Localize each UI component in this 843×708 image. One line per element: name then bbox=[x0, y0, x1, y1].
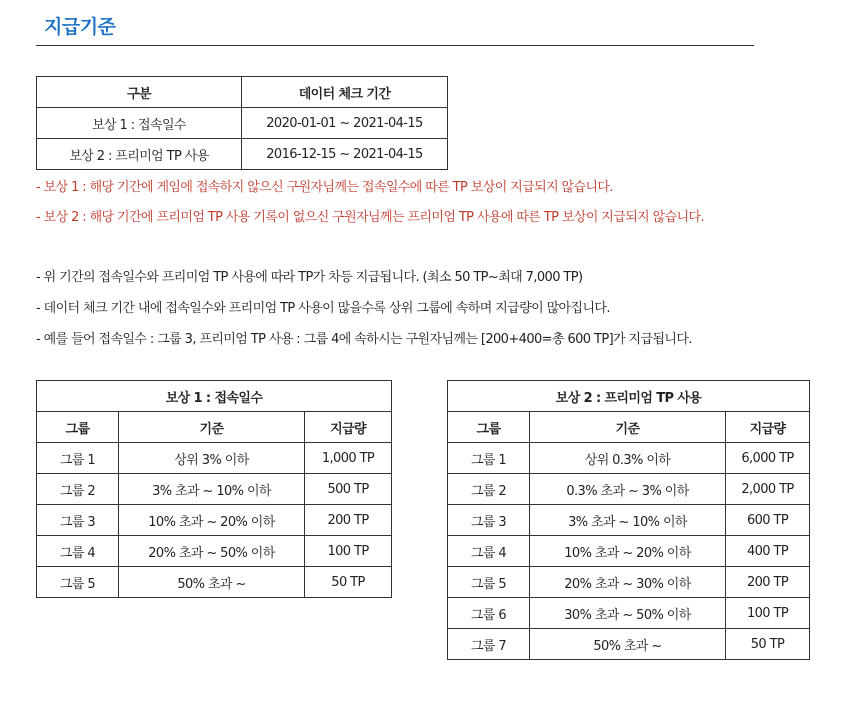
table-row bbox=[37, 108, 448, 139]
table-row bbox=[37, 474, 392, 505]
amount-cell: 500 TP bbox=[305, 474, 392, 505]
period-range: 2016-12-15 ~ 2021-04-15 bbox=[242, 139, 448, 170]
period-header-period: 데이터 체크 기간 bbox=[242, 77, 448, 108]
amount-cell: 100 TP bbox=[726, 598, 810, 629]
amount-cell: 50 TP bbox=[726, 629, 810, 660]
period-header-category: 구분 bbox=[37, 77, 242, 108]
warning-reward1: - 보상 1 : 해당 기간에 게임에 접속하지 않으신 구원자님께는 접속일수에 따른 TP 보상이 지급되지 않습니다. bbox=[36, 180, 613, 195]
group-cell: 그룹 1 bbox=[448, 443, 530, 474]
reward1-header-row bbox=[37, 412, 392, 443]
reward2-title: 보상 2 : 프리미엄 TP 사용 bbox=[448, 381, 810, 412]
group-cell: 그룹 7 bbox=[448, 629, 530, 660]
period-category: 보상 1 : 접속일수 bbox=[37, 108, 242, 139]
table-row bbox=[448, 536, 810, 567]
criteria-cell: 3% 초과 ~ 10% 이하 bbox=[530, 505, 726, 536]
criteria-cell: 10% 초과 ~ 20% 이하 bbox=[530, 536, 726, 567]
group-cell: 그룹 3 bbox=[448, 505, 530, 536]
header-group: 그룹 bbox=[448, 412, 530, 443]
amount-cell: 600 TP bbox=[726, 505, 810, 536]
warning-reward2: - 보상 2 : 해당 기간에 프리미엄 TP 사용 기록이 없으신 구원자님께는 프리미엄 TP 사용에 따른 TP 보상이 지급되지 않습니다. bbox=[36, 210, 705, 225]
reward2-title-row bbox=[448, 381, 810, 412]
amount-cell: 2,000 TP bbox=[726, 474, 810, 505]
group-cell: 그룹 5 bbox=[448, 567, 530, 598]
amount-cell: 100 TP bbox=[305, 536, 392, 567]
criteria-cell: 10% 초과 ~ 20% 이하 bbox=[119, 505, 305, 536]
group-cell: 그룹 6 bbox=[448, 598, 530, 629]
note-higher-group: - 데이터 체크 기간 내에 접속일수와 프리미엄 TP 사용이 많을수록 상위 그룹에 속하며 지급량이 많아집니다. bbox=[36, 301, 610, 316]
group-cell: 그룹 3 bbox=[37, 505, 119, 536]
criteria-cell: 50% 초과 ~ bbox=[119, 567, 305, 598]
amount-cell: 400 TP bbox=[726, 536, 810, 567]
reward1-title: 보상 1 : 접속일수 bbox=[37, 381, 392, 412]
amount-cell: 200 TP bbox=[305, 505, 392, 536]
group-cell: 그룹 4 bbox=[37, 536, 119, 567]
criteria-cell: 50% 초과 ~ bbox=[530, 629, 726, 660]
period-table bbox=[36, 76, 448, 170]
criteria-cell: 3% 초과 ~ 10% 이하 bbox=[119, 474, 305, 505]
table-row bbox=[448, 505, 810, 536]
table-row bbox=[37, 536, 392, 567]
group-cell: 그룹 4 bbox=[448, 536, 530, 567]
header-criteria: 기준 bbox=[530, 412, 726, 443]
criteria-cell: 상위 0.3% 이하 bbox=[530, 443, 726, 474]
header-amount: 지급량 bbox=[305, 412, 392, 443]
criteria-cell: 30% 초과 ~ 50% 이하 bbox=[530, 598, 726, 629]
group-cell: 그룹 2 bbox=[448, 474, 530, 505]
note-distribution: - 위 기간의 접속일수와 프리미엄 TP 사용에 따라 TP가 차등 지급됩니다. (최소 50 TP~최대 7,000 TP) bbox=[36, 270, 583, 285]
group-cell: 그룹 5 bbox=[37, 567, 119, 598]
criteria-cell: 상위 3% 이하 bbox=[119, 443, 305, 474]
table-row bbox=[37, 139, 448, 170]
table-row bbox=[37, 505, 392, 536]
amount-cell: 200 TP bbox=[726, 567, 810, 598]
table-row bbox=[37, 567, 392, 598]
table-row bbox=[448, 567, 810, 598]
table-row bbox=[448, 443, 810, 474]
header-group: 그룹 bbox=[37, 412, 119, 443]
criteria-cell: 20% 초과 ~ 50% 이하 bbox=[119, 536, 305, 567]
criteria-cell: 0.3% 초과 ~ 3% 이하 bbox=[530, 474, 726, 505]
group-cell: 그룹 1 bbox=[37, 443, 119, 474]
table-row bbox=[448, 629, 810, 660]
amount-cell: 50 TP bbox=[305, 567, 392, 598]
table-row bbox=[448, 474, 810, 505]
period-range: 2020-01-01 ~ 2021-04-15 bbox=[242, 108, 448, 139]
group-cell: 그룹 2 bbox=[37, 474, 119, 505]
criteria-cell: 20% 초과 ~ 30% 이하 bbox=[530, 567, 726, 598]
reward2-table bbox=[447, 380, 810, 660]
table-row bbox=[37, 443, 392, 474]
period-category: 보상 2 : 프리미엄 TP 사용 bbox=[37, 139, 242, 170]
amount-cell: 6,000 TP bbox=[726, 443, 810, 474]
note-example: - 예를 들어 접속일수 : 그룹 3, 프리미엄 TP 사용 : 그룹 4에 속하시는 구원자님께는 [200+400=총 600 TP]가 지급됩니다. bbox=[36, 332, 692, 347]
period-header-row bbox=[37, 77, 448, 108]
reward1-table bbox=[36, 380, 392, 598]
title-divider bbox=[36, 45, 754, 46]
amount-cell: 1,000 TP bbox=[305, 443, 392, 474]
reward2-header-row bbox=[448, 412, 810, 443]
header-criteria: 기준 bbox=[119, 412, 305, 443]
reward1-title-row bbox=[37, 381, 392, 412]
table-row bbox=[448, 598, 810, 629]
section-title: 지급기준 bbox=[44, 16, 116, 38]
header-amount: 지급량 bbox=[726, 412, 810, 443]
